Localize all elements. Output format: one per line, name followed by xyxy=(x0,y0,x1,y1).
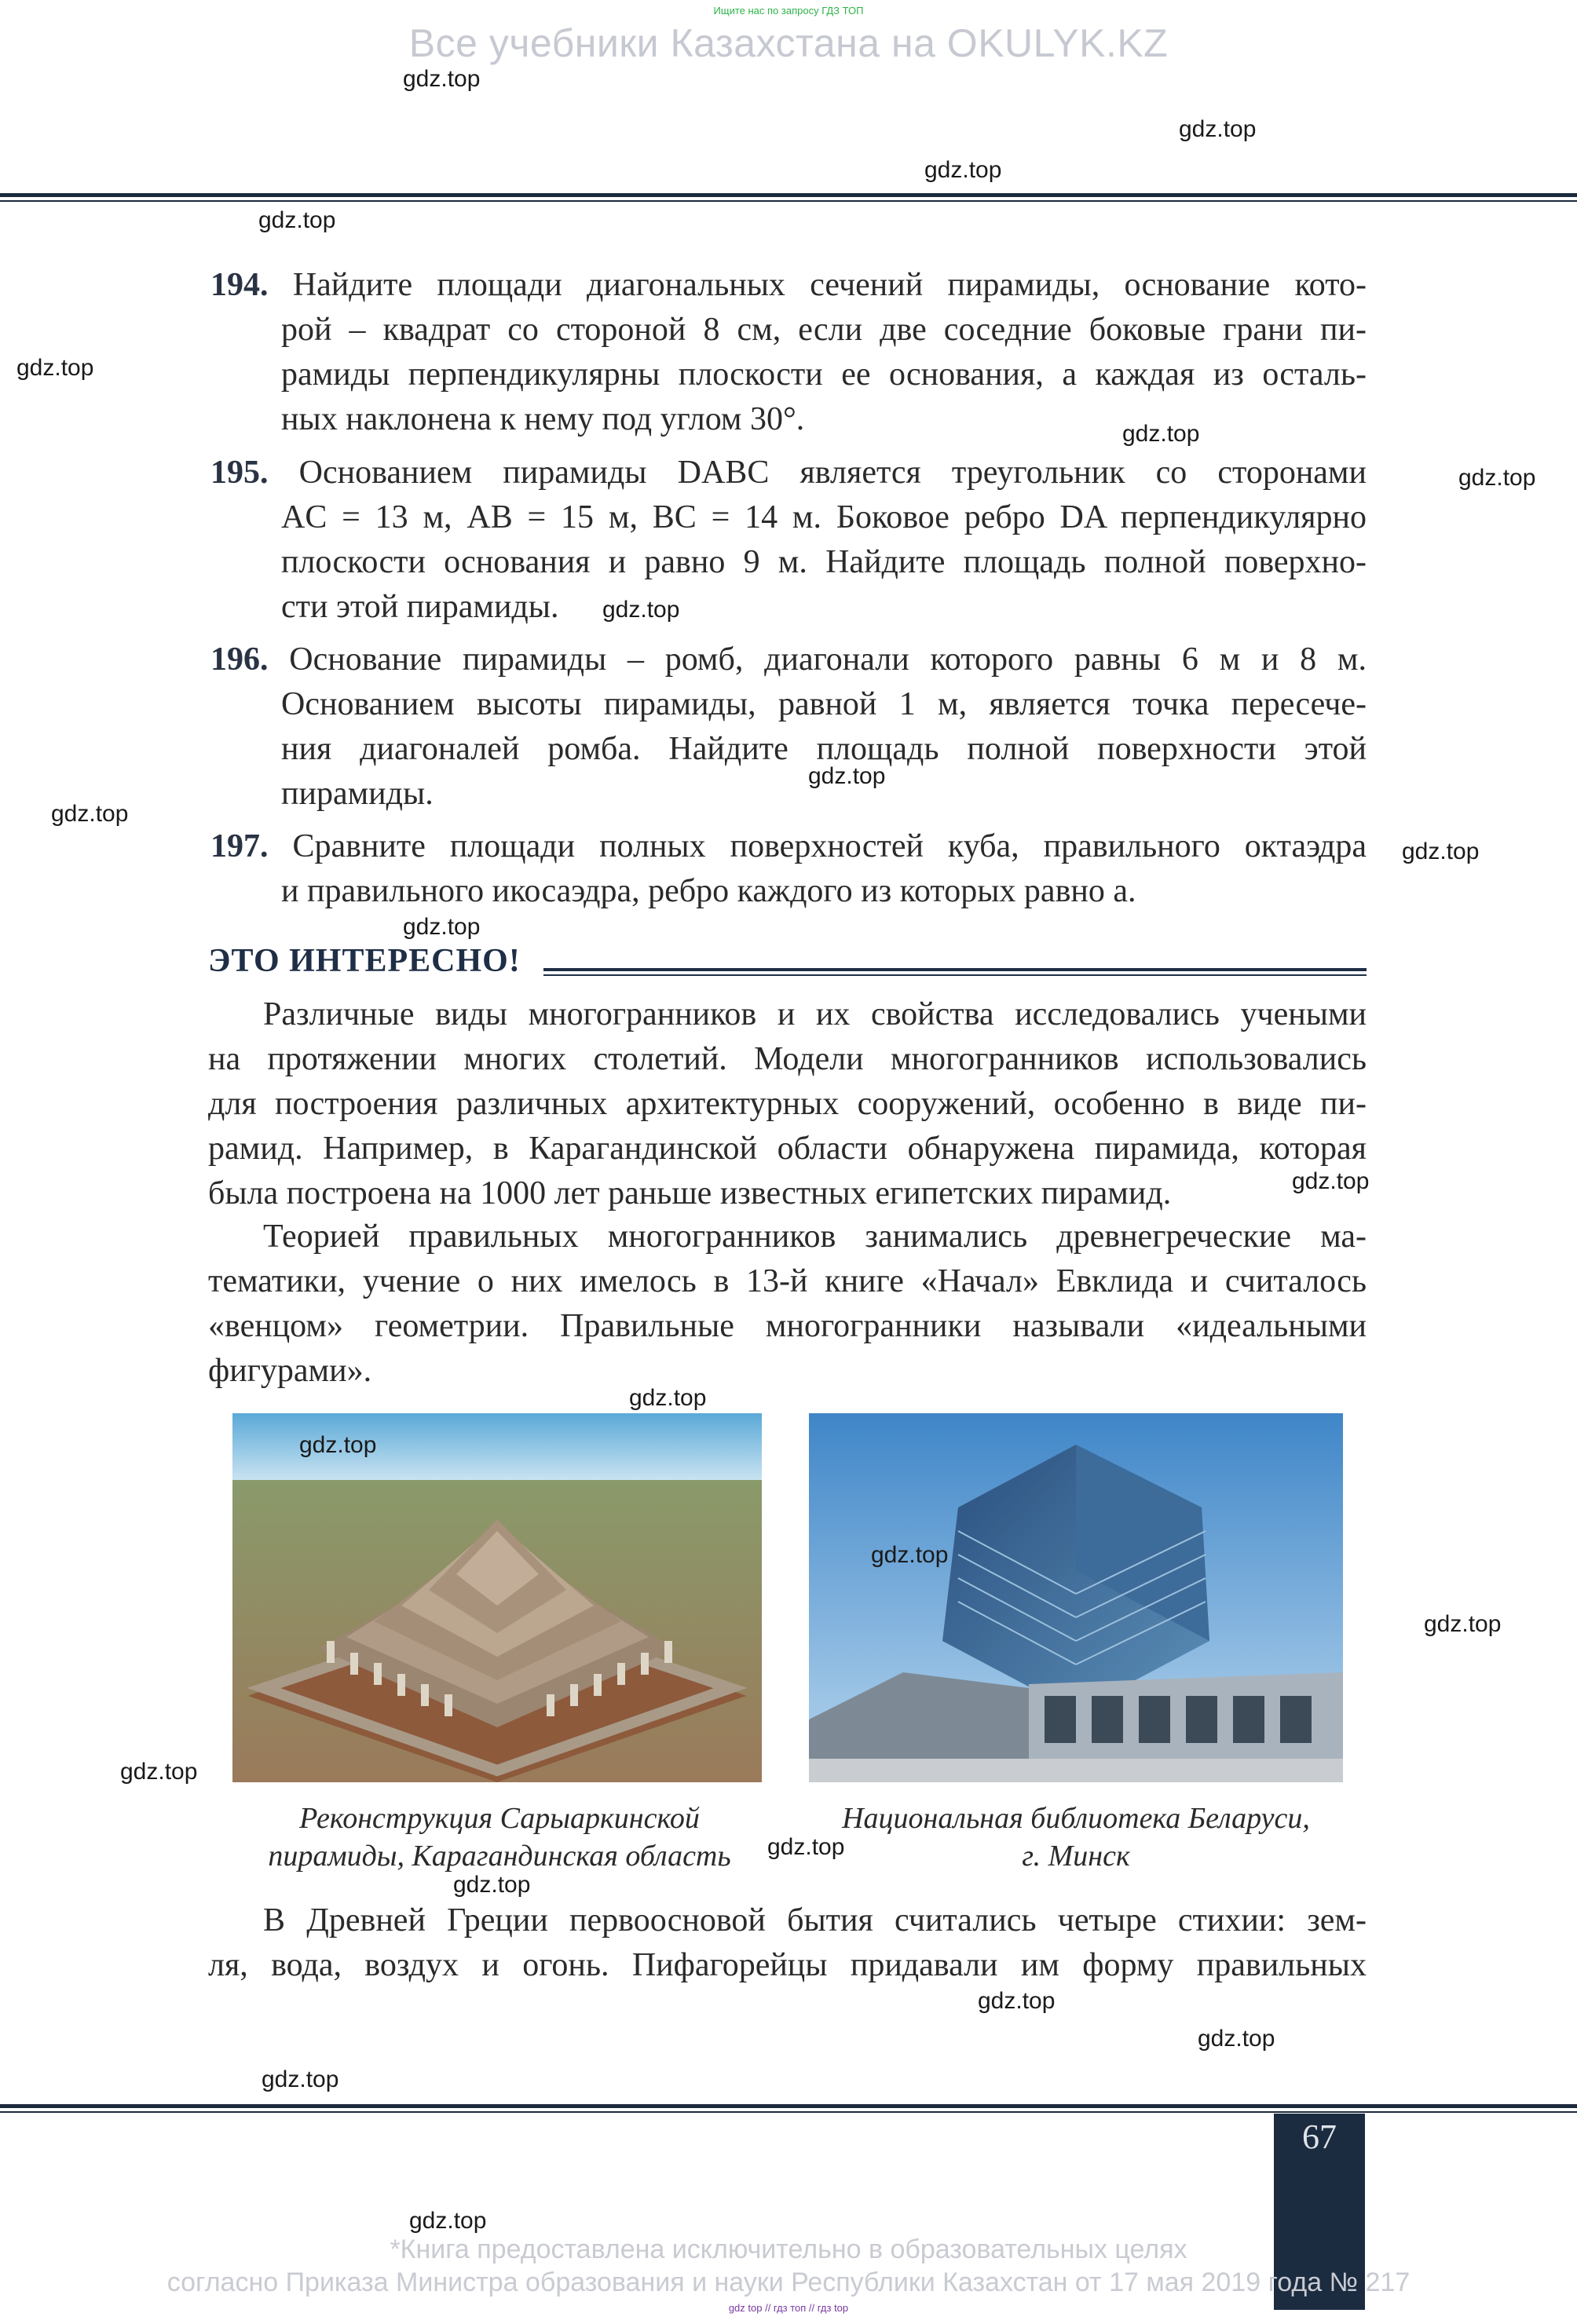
problem-line: пирамиды. xyxy=(281,776,434,812)
right-photo-caption xyxy=(793,1800,1359,1875)
heading-rule xyxy=(543,968,1367,971)
footer-links[interactable]: gdz top // гдз топ // гдз top xyxy=(728,2302,849,2314)
problem-line: рамиды перпендикулярны плоскости ее основания, а каждая из осталь- xyxy=(281,356,1367,393)
problem-line: Найдите площади диагональных сечений пирамиды, основание кото- xyxy=(292,267,1367,303)
watermark: gdz.top xyxy=(978,1988,1056,2014)
problem-196 xyxy=(210,638,1367,817)
problem-194 xyxy=(210,263,1367,442)
caption-line: Реконструкция Сарыаркинской xyxy=(299,1802,700,1835)
problem-line: плоскости основания и равно 9 м. Найдите площадь полной поверхно- xyxy=(281,544,1367,580)
problem-number: 195. xyxy=(210,455,269,491)
header-rule-thick xyxy=(0,193,1577,197)
watermark: gdz.top xyxy=(453,1872,531,1898)
watermark: gdz.top xyxy=(16,355,94,381)
watermark: gdz.top xyxy=(629,1385,707,1411)
problem-number: 196. xyxy=(210,641,269,678)
paragraph-line: ля, вода, воздух и огонь. Пифагорейцы придавали им форму правильных xyxy=(208,1947,1367,1983)
paragraph-line: Теорией правильных многогранников занимались древнегреческие ма- xyxy=(263,1219,1367,1255)
problem-line: Сравните площади полных поверхностей куба, правильного октаэдра xyxy=(292,828,1367,864)
watermark: gdz.top xyxy=(403,66,481,92)
problem-number: 197. xyxy=(210,828,269,864)
watermark: gdz.top xyxy=(409,2208,487,2234)
watermark: gdz.top xyxy=(808,763,886,789)
problem-line: Основанием высоты пирамиды, равной 1 м, является точка пересече- xyxy=(281,686,1367,722)
left-photo-caption xyxy=(217,1800,782,1875)
paragraph-line: тематики, учение о них имелось в 13-й книге «Начал» Евклида и считалось xyxy=(208,1263,1367,1299)
watermark: gdz.top xyxy=(1198,2026,1275,2052)
problem-line: ных наклонена к нему под углом 30°. xyxy=(281,401,805,437)
paragraph-line: была построена на 1000 лет раньше известных египетских пирамид. xyxy=(208,1175,1172,1211)
national-library-photo xyxy=(809,1413,1343,1782)
watermark: gdz.top xyxy=(1458,465,1536,491)
watermark: gdz.top xyxy=(1122,421,1200,447)
problem-197 xyxy=(210,824,1367,914)
paragraph-line: «венцом» геометрии. Правильные многогранники называли «идеальными xyxy=(208,1308,1367,1344)
interesting-paragraph-2 xyxy=(208,1215,1367,1394)
sary-arka-pyramid-photo xyxy=(232,1413,762,1782)
caption-line: пирамиды, Карагандинская область xyxy=(268,1840,731,1873)
problem-line: Основанием пирамиды DABC является треугольник со сторонами xyxy=(298,455,1367,491)
watermark: gdz.top xyxy=(1292,1168,1370,1194)
watermark: gdz.top xyxy=(403,914,481,940)
footer-rule-thin xyxy=(0,2111,1577,2113)
problem-line: и правильного икосаэдра, ребро каждого из которых равно a. xyxy=(281,873,1136,909)
interesting-paragraph-1 xyxy=(208,992,1370,1216)
watermark: gdz.top xyxy=(924,157,1002,183)
caption-line: Национальная библиотека Беларуси, xyxy=(842,1802,1310,1835)
paragraph-line: рамид. Например, в Карагандинской области обнаружена пирамида, которая xyxy=(208,1131,1367,1167)
paragraph-line: для построения различных архитектурных сооружений, особенно в виде пи- xyxy=(208,1086,1367,1122)
footer-disclaimer-line-2: согласно Приказа Министра образования и науки Республики Казахстан от 17 мая 2019 года № 217 xyxy=(166,2267,1411,2297)
watermark: gdz.top xyxy=(262,2066,339,2092)
heading-rule xyxy=(543,974,1367,976)
paragraph-line: Различные виды многогранников и их свойства исследовались учеными xyxy=(263,996,1367,1032)
problem-195 xyxy=(210,451,1367,630)
paragraph-line: В Древней Греции первоосновой бытия считались четыре стихии: зем- xyxy=(263,1902,1367,1938)
watermark: gdz.top xyxy=(120,1759,198,1785)
problem-number: 194. xyxy=(210,267,269,303)
footer-disclaimer-line-1: *Книга предоставлена исключительно в образовательных целях xyxy=(390,2234,1187,2264)
top-search-note: Ищите нас по запросу ГДЗ ТОП xyxy=(713,5,864,16)
watermark: gdz.top xyxy=(1424,1611,1502,1637)
problem-line: AC = 13 м, AB = 15 м, BC = 14 м. Боковое ребро DA перпендикулярно xyxy=(281,499,1367,535)
problem-line: Основание пирамиды – ромб, диагонали которого равны 6 м и 8 м. xyxy=(289,641,1367,678)
watermark: gdz.top xyxy=(299,1432,377,1458)
problem-line: рой – квадрат со стороной 8 см, если две соседние боковые грани пи- xyxy=(281,312,1367,348)
watermark: gdz.top xyxy=(602,597,680,623)
problem-line: ния диагоналей ромба. Найдите площадь полной поверхности этой xyxy=(281,731,1367,767)
problem-line: сти этой пирамиды. xyxy=(281,589,559,625)
watermark: gdz.top xyxy=(871,1542,949,1568)
watermark: gdz.top xyxy=(258,207,336,233)
watermark: gdz.top xyxy=(1402,839,1480,864)
page-number: 67 xyxy=(1302,2118,1337,2156)
watermark: gdz.top xyxy=(1179,116,1257,142)
watermark: gdz.top xyxy=(767,1834,845,1860)
interesting-heading: ЭТО ИНТЕРЕСНО! xyxy=(208,943,521,979)
watermark: gdz.top xyxy=(51,801,129,827)
closing-paragraph xyxy=(208,1898,1367,1988)
site-title[interactable]: Все учебники Казахстана на OKULYK.KZ xyxy=(408,21,1169,65)
footer-rule-thick xyxy=(0,2104,1577,2108)
caption-line: г. Минск xyxy=(1022,1840,1130,1873)
paragraph-line: фигурами». xyxy=(208,1353,372,1389)
paragraph-line: на протяжении многих столетий. Модели многогранников использовались xyxy=(208,1041,1367,1077)
header-rule-thin xyxy=(0,200,1577,202)
